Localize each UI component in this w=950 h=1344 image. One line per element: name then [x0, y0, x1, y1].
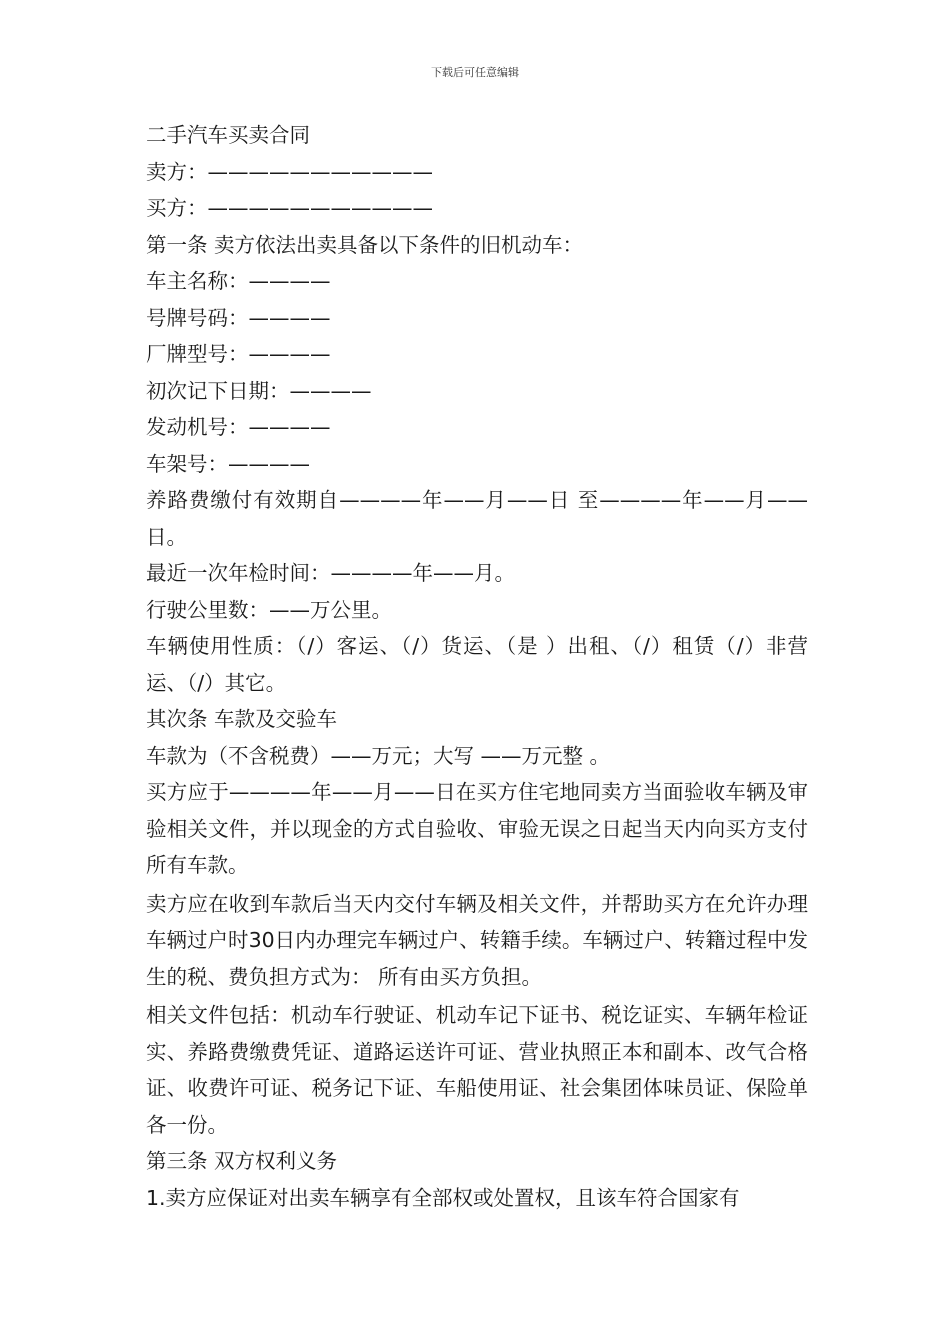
buyer-line: 买方：——————————— [146, 196, 433, 220]
price-line: 车款为（不含税费）——万元；大写 ——万元整 。 [146, 743, 611, 768]
delivery-paragraph: 卖方应在收到车款后当天内交付车辆及相关文件，并帮助买方在允许办理车辆过户时30日内办理完车辆过户、转籍手续。车辆过户、转籍过程中发生的税、费负担方式为： 所有由买方负担。 [146, 891, 808, 989]
model-line: 厂牌型号：———— [146, 342, 331, 366]
documents-paragraph: 相关文件包括：机动车行驶证、机动车记下证书、税讫证实、车辆年检证实、养路费缴费凭证、道路运送许可证、营业执照正本和副本、改气合格证、收费许可证、税务记下证、车船使用证、社会集团体味员证、保险单各一份。 [146, 1003, 808, 1137]
article-1-heading: 第一条 卖方依法出卖具备以下条件的旧机动车： [146, 232, 584, 257]
payment-paragraph: 买方应于————年——月——日在买方住宅地同卖方当面验收车辆及审验相关文件，并以现金的方式自验收、审验无误之日起当天内向买方支付所有车款。 [146, 780, 808, 877]
article-2-heading: 其次条 车款及交验车 [146, 707, 338, 731]
seller-obligation-paragraph: 1.卖方应保证对出卖车辆享有全部权或处置权，且该车符合国家有 [146, 1185, 740, 1210]
road-fee-paragraph: 养路费缴付有效期自————年——月——日 至————年——月——日。 [146, 488, 808, 549]
document-title: 二手汽车买卖合同 [146, 123, 310, 147]
registration-date-line: 初次记下日期：———— [146, 378, 372, 403]
page-header: 下载后可任意编辑 [431, 66, 519, 79]
seller-line: 卖方：——————————— [146, 159, 433, 184]
plate-number-line: 号牌号码：———— [146, 305, 331, 330]
document-body [146, 117, 808, 1216]
article-3-heading: 第三条 双方权利义务 [146, 1149, 338, 1173]
mileage-line: 行驶公里数：——万公里。 [146, 597, 392, 622]
engine-number-line: 发动机号：———— [146, 415, 331, 439]
frame-number-line: 车架号：———— [146, 451, 310, 476]
usage-nature-paragraph: 车辆使用性质：（/）客运、（/）货运、（是 ）出租、（/）租赁（/）非营运、（/）其它。 [146, 634, 808, 695]
owner-name-line: 车主名称：———— [146, 269, 331, 293]
inspection-date-line: 最近一次年检时间：————年——月。 [146, 561, 515, 585]
